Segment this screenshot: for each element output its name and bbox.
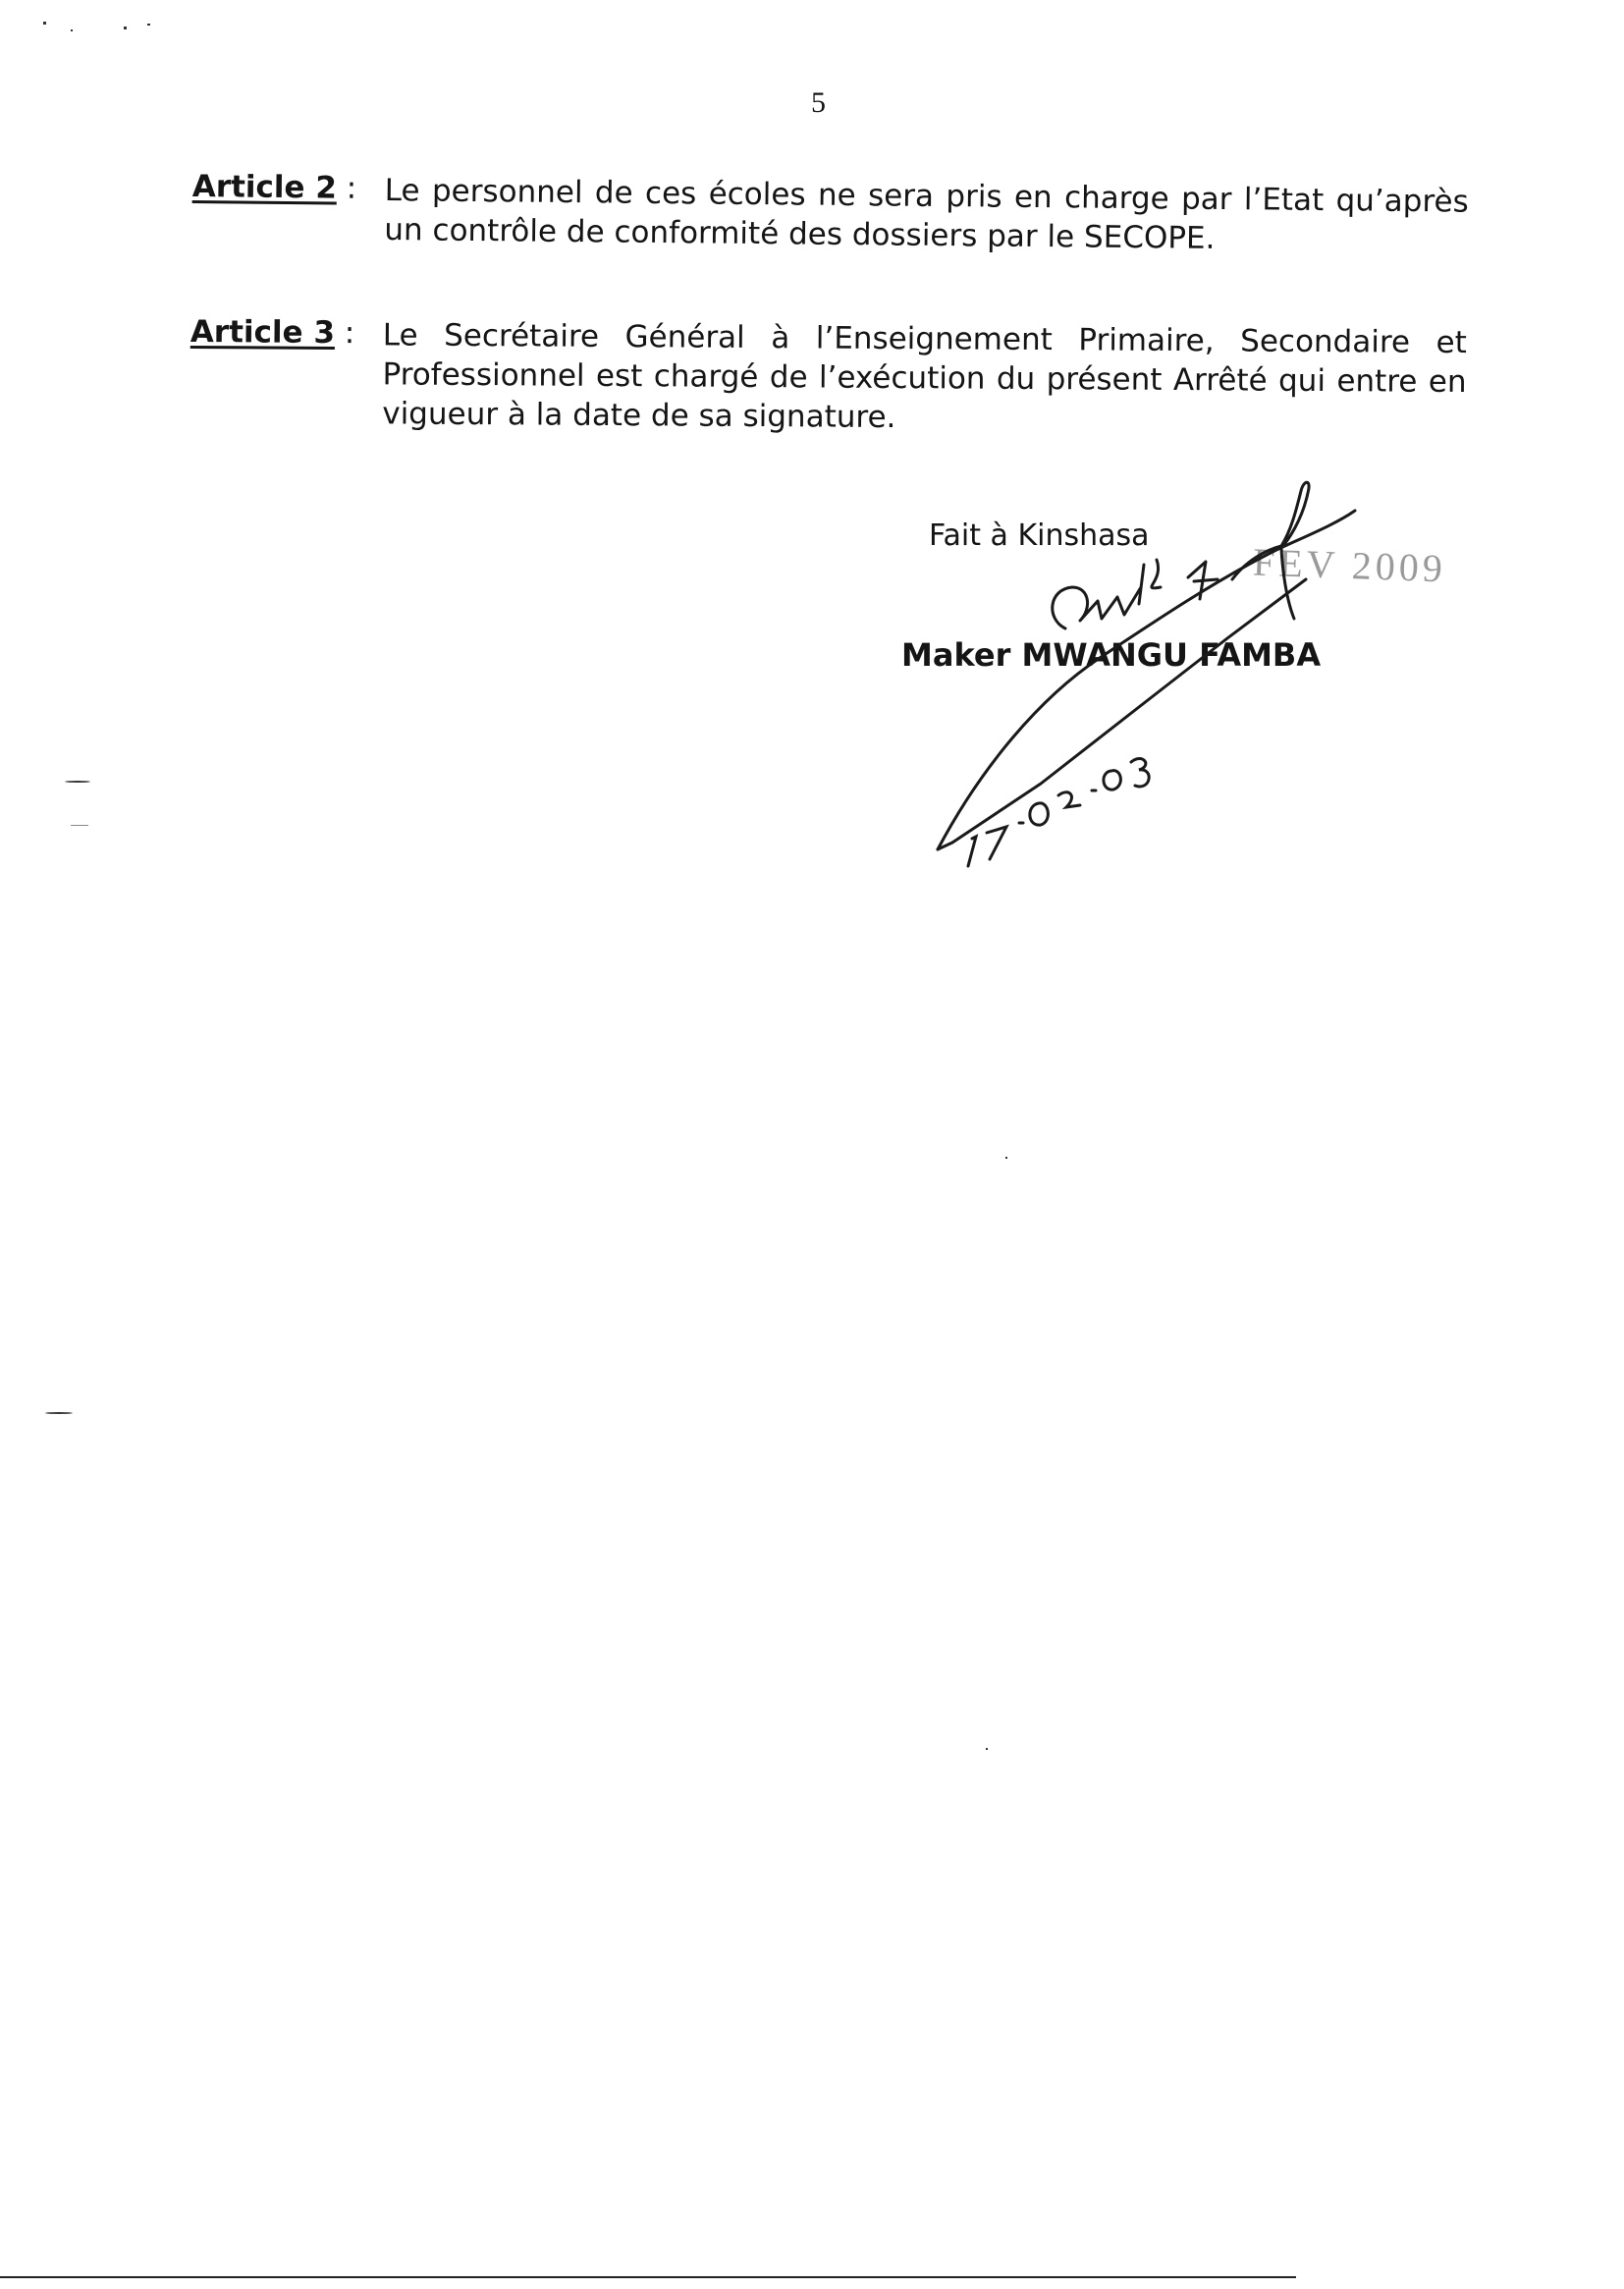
article-separator: : (334, 315, 355, 352)
date-stroke (1058, 792, 1080, 807)
signature-stroke (938, 511, 1355, 849)
scan-speck (45, 1412, 73, 1414)
article-2-text: Le personnel de ces écoles ne sera pris en charge par l’Etat qu’après un contrôle de conformité des dossiers par le SECOPE. (384, 173, 1469, 256)
signature-stroke (1188, 562, 1218, 599)
article-2 (191, 169, 1469, 261)
date-stroke (1104, 771, 1120, 790)
scan-speck (43, 22, 46, 25)
scan-speck (1005, 1157, 1007, 1159)
handwritten-signature (844, 471, 1453, 884)
scan-speck (71, 29, 73, 31)
date-stroke (1030, 803, 1049, 825)
scan-speck (986, 1748, 988, 1750)
page-number: 5 (811, 86, 826, 119)
article-separator: : (336, 170, 357, 206)
scan-speck (147, 24, 150, 26)
signer-name: Maker MWANGU FAMBA (901, 636, 1322, 674)
signature-stroke (938, 579, 1306, 849)
article-label (191, 169, 385, 249)
scan-speck (71, 825, 88, 826)
article-2-label: Article 2 (191, 169, 338, 206)
article-3-text: Le Secrétaire Général à l’Enseignement Primaire, Secondaire et Professionnel est chargé de l’exécution du présent Arrêté qui entre en vigueur à la date de sa signature. (382, 317, 1467, 436)
scan-speck (65, 781, 90, 783)
date-stroke (1131, 758, 1149, 786)
date-stroke (987, 827, 1006, 859)
article-3-label: Article 3 (189, 314, 336, 352)
date-stamp: FEV 2009 (1252, 539, 1447, 591)
article-label (189, 314, 383, 433)
date-stroke (968, 837, 976, 866)
scan-speck (124, 27, 127, 29)
signature-stroke (1232, 482, 1309, 619)
article-3 (189, 314, 1467, 441)
bottom-rule (0, 2276, 1296, 2278)
signature-stroke (1053, 560, 1161, 628)
place-line: Fait à Kinshasa (929, 518, 1150, 553)
